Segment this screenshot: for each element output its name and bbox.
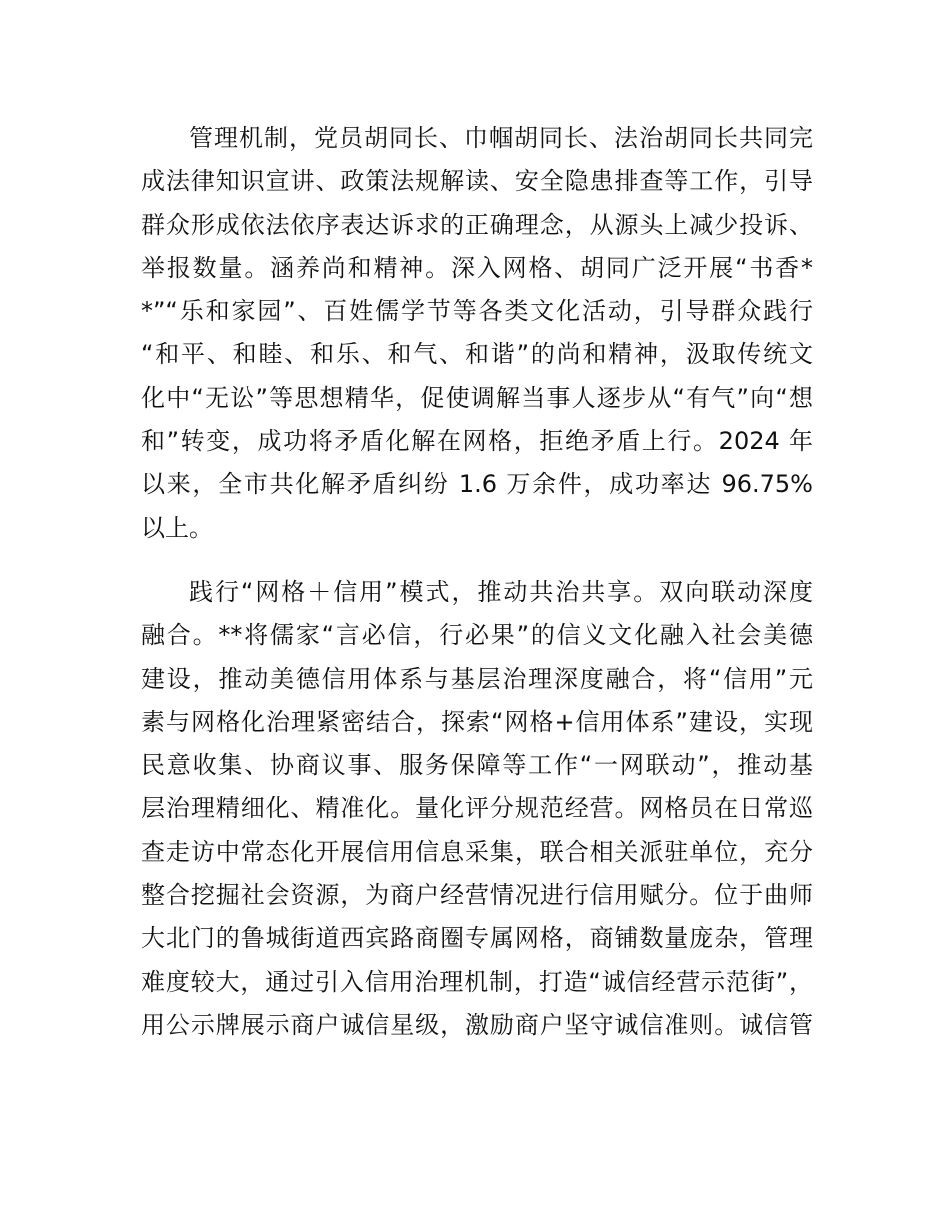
paragraph-line: 民意收集、协商议事、服务保障等工作“一网联动”，推动基 xyxy=(141,751,813,780)
paragraph-line: 素与网格化治理紧密结合，探索“网格+信用体系”建设，实现 xyxy=(141,707,813,736)
paragraph-line: 难度较大，通过引入信用治理机制，打造“诚信经营示范街”， xyxy=(141,967,813,996)
paragraph-line: 查走访中常态化开展信用信息采集，联合相关派驻单位，充分 xyxy=(141,837,813,866)
paragraph-line: 成法律知识宣讲、政策法规解读、安全隐患排查等工作，引导 xyxy=(141,167,813,196)
paragraph-line: 举报数量。涵养尚和精神。深入网格、胡同广泛开展“书香* xyxy=(141,253,813,282)
paragraph-line: 群众形成依法依序表达诉求的正确理念，从源头上减少投诉、 xyxy=(141,210,813,239)
paragraph-line: 以上。 xyxy=(141,513,213,542)
paragraph-line: *”“乐和家园”、百姓儒学节等各类文化活动，引导群众践行 xyxy=(141,297,813,326)
paragraph-line: 和”转变，成功将矛盾化解在网格，拒绝矛盾上行。2024 年 xyxy=(141,427,813,456)
paragraph-line: 以来，全市共化解矛盾纠纷 1.6 万余件，成功率达 96.75% xyxy=(141,470,813,499)
paragraph-2 xyxy=(141,571,813,1047)
paragraph-line: 管理机制，党员胡同长、巾帼胡同长、法治胡同长共同完 xyxy=(189,124,813,152)
paragraph-line: 大北门的鲁城街道西宾路商圈专属网格，商铺数量庞杂，管理 xyxy=(141,924,813,953)
paragraph-line: 践行“网格＋信用”模式，推动共治共享。双向联动深度 xyxy=(189,578,813,606)
paragraph-line: 整合挖掘社会资源，为商户经营情况进行信用赋分。位于曲师 xyxy=(141,881,813,910)
paragraph-line: 化中“无讼”等思想精华，促使调解当事人逐步从“有气”向“想 xyxy=(141,383,813,412)
paragraph-line: 层治理精细化、精准化。量化评分规范经营。网格员在日常巡 xyxy=(141,794,813,823)
paragraph-line: “和平、和睦、和乐、和气、和谐”的尚和精神，汲取传统文 xyxy=(141,340,813,369)
paragraph-line: 用公示牌展示商户诚信星级，激励商户坚守诚信准则。诚信管 xyxy=(141,1010,813,1039)
paragraph-line: 建设，推动美德信用体系与基层治理深度融合，将“信用”元 xyxy=(141,664,813,693)
paragraph-line: 融合。**将儒家“言必信，行必果”的信义文化融入社会美德 xyxy=(141,621,813,650)
paragraph-1 xyxy=(141,117,813,550)
